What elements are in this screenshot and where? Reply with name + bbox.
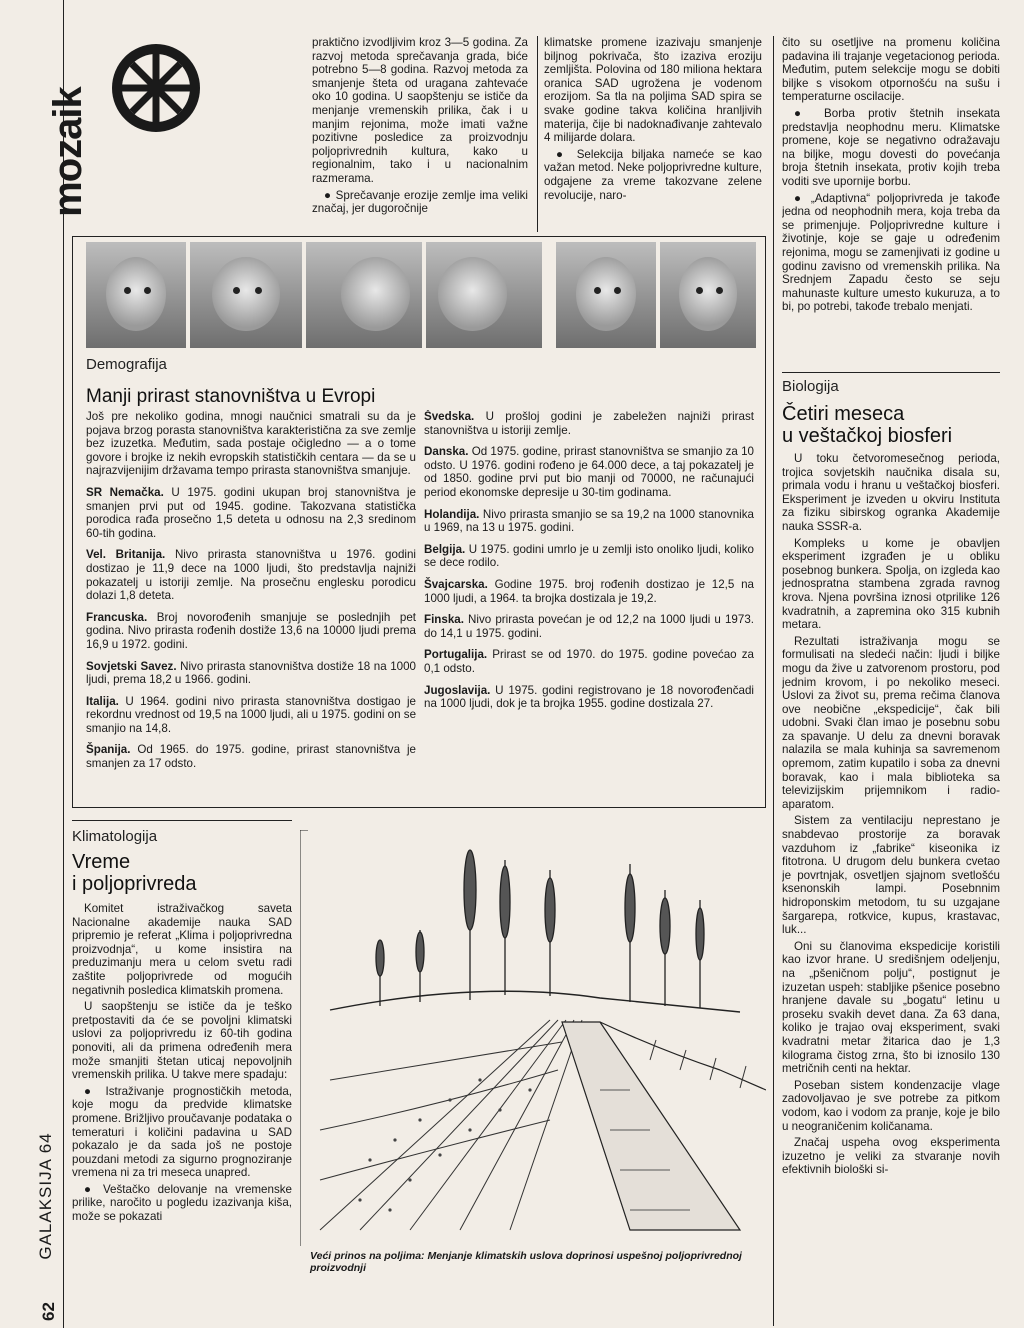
text-paragraph: Poseban sistem kondenzacije vlage zadovoljavao je sve potrebe za pitkom vodom, kao i vodom za pranje, koje je bilo u neograničenim količanama.: [782, 1078, 1000, 1133]
demography-left-column: [86, 410, 416, 800]
demography-entry: Francuska. Broj novorođenih smanjuje se poslednjih pet godina. Nivo prirasta rođenih dostiže 13,6 na 10000 ljudi prema 16,9 u 1972. godini.: [86, 610, 416, 651]
text-paragraph: Rezultati istraživanja mogu se formulisati na sledeći način: ljudi i biljke mogu da žive u zatvorenom prostoru, pod jednim krovom, i po nekoliko meseci. Uslovi za život su, prema rečima članova ove neobične „ekspedicije“, čak bili udobni. Svaki član imao je posebnu sobu za spavanje. U delu za dnevni boravak nalazila se mala kuhinja sa savremenom opremom, zatim kupatilo i soba za dnevni boravak, kao i mala biblioteka sa televizijskim prijemnikom i radio-aparatom.: [782, 634, 1000, 811]
baby-photo: [190, 242, 302, 348]
text-paragraph: Komitet istraživačkog saveta Nacionalne akademije nauka SAD pripremio je referat „Klima i poljoprivredna proizvodnja“, u kome insistira na preduzimanju mera u celom svetu radi zaštite poljoprivrede od mogućih negativnih posledica klimatskih promena.: [72, 902, 292, 997]
headline-biology-2: u veštačkoj biosferi: [782, 425, 953, 447]
section-label-demography: Demografija: [86, 356, 167, 373]
demography-entry: Švajcarska. Godine 1975. broj rođenih dostizao je 12,5 na 1000 ljudi, a 1964. ta brojka dostizala je 19,2.: [424, 577, 754, 605]
text-paragraph: čito su osetljive na promenu količina padavina ili trajanje vegetacionog perioda. Međutim, putem selekcije mogu se dobiti biljke s visokom otpornošću na sušu i temperaturne oscilacije.: [782, 36, 1000, 104]
baby-photo: [556, 242, 656, 348]
magazine-title: GALAKSIJA 64: [36, 1132, 55, 1260]
top-column-1: [312, 36, 528, 232]
bullet-paragraph: ● Sprečavanje erozije zemlje ima veliki značaj, jer dugoročnije: [312, 189, 528, 216]
section-rule: [782, 372, 1000, 373]
demography-entry: Švedska. U prošloj godini je zabeležen najniži prirast stanovništva u istoriji zemlje.: [424, 410, 754, 437]
page-number: 62: [39, 1302, 58, 1321]
baby-photo: [660, 242, 756, 348]
text-paragraph: U saopštenju se ističe da je teško pretpostaviti da će se povoljni klimatski uslovi za poljoprivredu iz 60-tih godina ponoviti, ali da primena određenih mera može smanjiti štetan uticaj nepovoljnih vremenskih prilika. U takve mere spadaju:: [72, 1000, 292, 1082]
demography-entry: Finska. Nivo prirasta povećan je od 12,2 na 1000 ljudi u 1973. do 14,1 u 1975. godini.: [424, 613, 754, 640]
demography-right-column: [424, 410, 754, 800]
section-label-biology: Biologija: [782, 378, 839, 395]
text-paragraph: Značaj uspeha ovog eksperimenta izuzetno je veliki za stvaranje novih efektivnih biološki si-: [782, 1136, 1000, 1177]
demography-entry: SR Nemačka. U 1975. godini ukupan broj stanovništva je smanjen prvi put od 1945. godine. Takozvana statistička porodica rađa prosečno 1,5 deteta u odnosu na 2,3 sredinom 60-tih godina.: [86, 485, 416, 540]
column-rule: [537, 36, 538, 232]
top-column-2: [544, 36, 762, 232]
headline-biology-1: Četiri meseca: [782, 403, 905, 425]
column-rule: [773, 36, 774, 1326]
bullet-paragraph: ● Borba protiv štetnih insekata predstavlja neophodnu meru. Klimatske promene, koje se negativno odražavaju na biljke, mogu dovesti do povećanja broja štetnih insekata, protiv kojih treba voditi sve upornije borbu.: [782, 107, 1000, 189]
baby-photo: [426, 242, 542, 348]
section-label-climatology: Klimatologija: [72, 828, 158, 845]
demography-entry: Jugoslavija. U 1975. godini registrovano je 18 novorođenčadi na 1000 ljudi, dok je ta brojka 1955. godine dostizala 27.: [424, 683, 754, 711]
text-paragraph: U toku četvoromesečnog perioda, trojica sovjetskih naučnika disala su, primala vodu i hranu u veštačkoj biosferi. Eksperiment je izveden u okviru Instituta za fiziku sibirskog ogranka Akademije nauka SSSR-a.: [782, 452, 1000, 533]
headline-climatology-2: i poljoprivreda: [72, 873, 197, 895]
baby-photo: [306, 242, 422, 348]
field-illustration: [300, 830, 766, 1246]
text-paragraph: klimatske promene izazivaju smanjenje biljnog pokrivača, što izaziva eroziju zemljišta. Polovina od 180 miliona hektara oranica SAD ugrožena je vodenom erozijom. Sa tla na poljima SAD spira se svake godine takva količina hranljivih materija, čije bi nadoknađivanje zahtevalo 4 milijarde dolara.: [544, 36, 762, 145]
bullet-paragraph: ● Veštačko delovanje na vremenske prilike, naročito u pogledu izazivanja kiša, može se pokazati: [72, 1183, 292, 1224]
text-paragraph: Kompleks u kome je obavljen eksperiment izgrađen je u obliku posebnog bunkera. Spolja, on izgleda kao jednospratna stambena zgrada ravnog krova. Njena površina iznosi otprilike 126 kvadratnih, a zapremina oko 315 kubnih metara.: [782, 536, 1000, 632]
mozaik-logo: mozaik: [46, 87, 90, 217]
text-paragraph: Još pre nekoliko godina, mnogi naučnici smatrali su da je pojava brzog porasta stanovništva karakteristična za sve zemlje bez izuzetka. Međutim, sada postaje očigledno — a o tome govore i brojke iz nekih evropskih statističkih centara — da se u najrazvijenijim državama tempo prirasta stanovništva smanjuje.: [86, 410, 416, 478]
bullet-paragraph: ● „Adaptivna“ poljoprivreda je takođe jedna od neophodnih mera, koja treba da se primenjuje. Poljoprivredne kulture i životinje, koje se gaje u određenim rejonima, mogu se zamenjivati iz godine u godinu zavisno od vremenskih prilika. Na Srednjem Zapadu često se seju mahunaste kulture umesto kukuruza, a to bi, po potrebi, takođe trebalo menjati.: [782, 192, 1000, 314]
demography-entry: Portugalija. Prirast se od 1970. do 1975. godine povećao za 0,1 odsto.: [424, 648, 754, 675]
bullet-paragraph: ● Selekcija biljaka nameće se kao važan metod. Neke poljoprivredne kulture, odgajene za vreme takozvane zelene revolucije, naro-: [544, 148, 762, 202]
headline-demography: Manji prirast stanovništva u Evropi: [86, 386, 376, 407]
wheel-logo-icon: [108, 40, 204, 136]
bullet-paragraph: ● Istraživanje prognostičkih metoda, koje mogu da predvide klimatske promene. Brižljivo proučavanje podataka o temeraturi i količini padavina u SAD pokazalo je da sada još ne postoje pouzdani metodi za sigurno prognoziranje vremena ni za tri meseca unapred.: [72, 1085, 292, 1180]
illustration-caption: Veći prinos na poljima: Menjanje klimatskih uslova doprinosi uspešnoj poljoprivrednoj proizvodnji: [310, 1250, 742, 1274]
text-paragraph: Oni su članovima ekspedicije koristili kao izvor hrane. U središnjem odeljenju, na „pšeničnom polju“, postignut je izuzetan uspeh: stabljike pšenice posebno hranjene davale su „bogatu“ letinu u proseku svakih devet dana. Za 63 dana, koliko je trajao ovaj eksperiment, svaki kvadratni metar žitarica dao je 1,3 kilograma čistog zrna, što bi iznosilo 130 metričnih centi na hektar.: [782, 939, 1000, 1076]
demography-entry: Belgija. U 1975. godini umrlo je u zemlji isto onoliko ljudi, koliko se dece rodilo.: [424, 542, 754, 570]
demography-entry: Italija. U 1964. godini nivo prirasta stanovništva dostigao je rekordnu vrednost od 19,5 na 1000 ljudi, ali u 1975. godini on se smanjio na 14,8.: [86, 694, 416, 735]
headline-climatology-1: Vreme: [72, 851, 131, 873]
demography-entry: Danska. Od 1975. godine, prirast stanovništva se smanjio za 10 odsto. U 1976. godini rođeno je 64.000 dece, a taj pokazatelj je od 1850. godine prvi put bio manji od 70000, ne računajući period ekonomske depresije u 30-tim godinama.: [424, 445, 754, 499]
biology-article: [782, 452, 1000, 1324]
demography-entry: Sovjetski Savez. Nivo prirasta stanovništva dostiže 18 na 1000 ljudi, prema 18,2 u 1966. godini.: [86, 659, 416, 687]
demography-entry: Španija. Od 1965. do 1975. godine, prirast stanovništva je smanjen za 17 odsto.: [86, 743, 416, 771]
section-rule: [72, 820, 292, 821]
demography-entry: Vel. Britanija. Nivo prirasta stanovništva u 1976. godini dostizao je 11,9 dece na 1000 ljudi, što predstavlja najniži pokazatelj u istoriji zemlje. Na prosečnu englesku porodicu dolazi 1,8 deteta.: [86, 548, 416, 603]
climatology-article: [72, 902, 292, 1322]
baby-photo: [86, 242, 186, 348]
text-paragraph: praktično izvodljivim kroz 3—5 godina. Za razvoj metoda sprečavanja grada, biće potrebno 5—8 godina. Razvoj metoda za smanjenje šteta od uragana zahtevaće oko 10 godina. U saopštenju se ističe da menjanje vremenskih prilika, čak i u manjim rejonima, može imati važne pozitivne posledice za proizvodnju poljoprivrednih kultura, kako u regionalnim, tako i u nacionalnim razmerama.: [312, 36, 528, 185]
demography-entry: Holandija. Nivo prirasta smanjio se sa 19,2 na 1000 stanovnika u 1969, na 13 u 1975. godini.: [424, 507, 754, 535]
right-column: [782, 36, 1000, 368]
text-paragraph: Sistem za ventilaciju neprestano je snabdevao prostorije za boravak vazduhom iz „fabrike“ kiseonika iz fitotrona. U drugom delu bunkera cvetao je povrtnjak, osvetljen sjajnom svetlošću ksenonskih lampi. Posebnnim hidroponskim metodom, tu su uzgajane šargarepa, rotkvice, kupus, krastavac, luk...: [782, 814, 1000, 937]
